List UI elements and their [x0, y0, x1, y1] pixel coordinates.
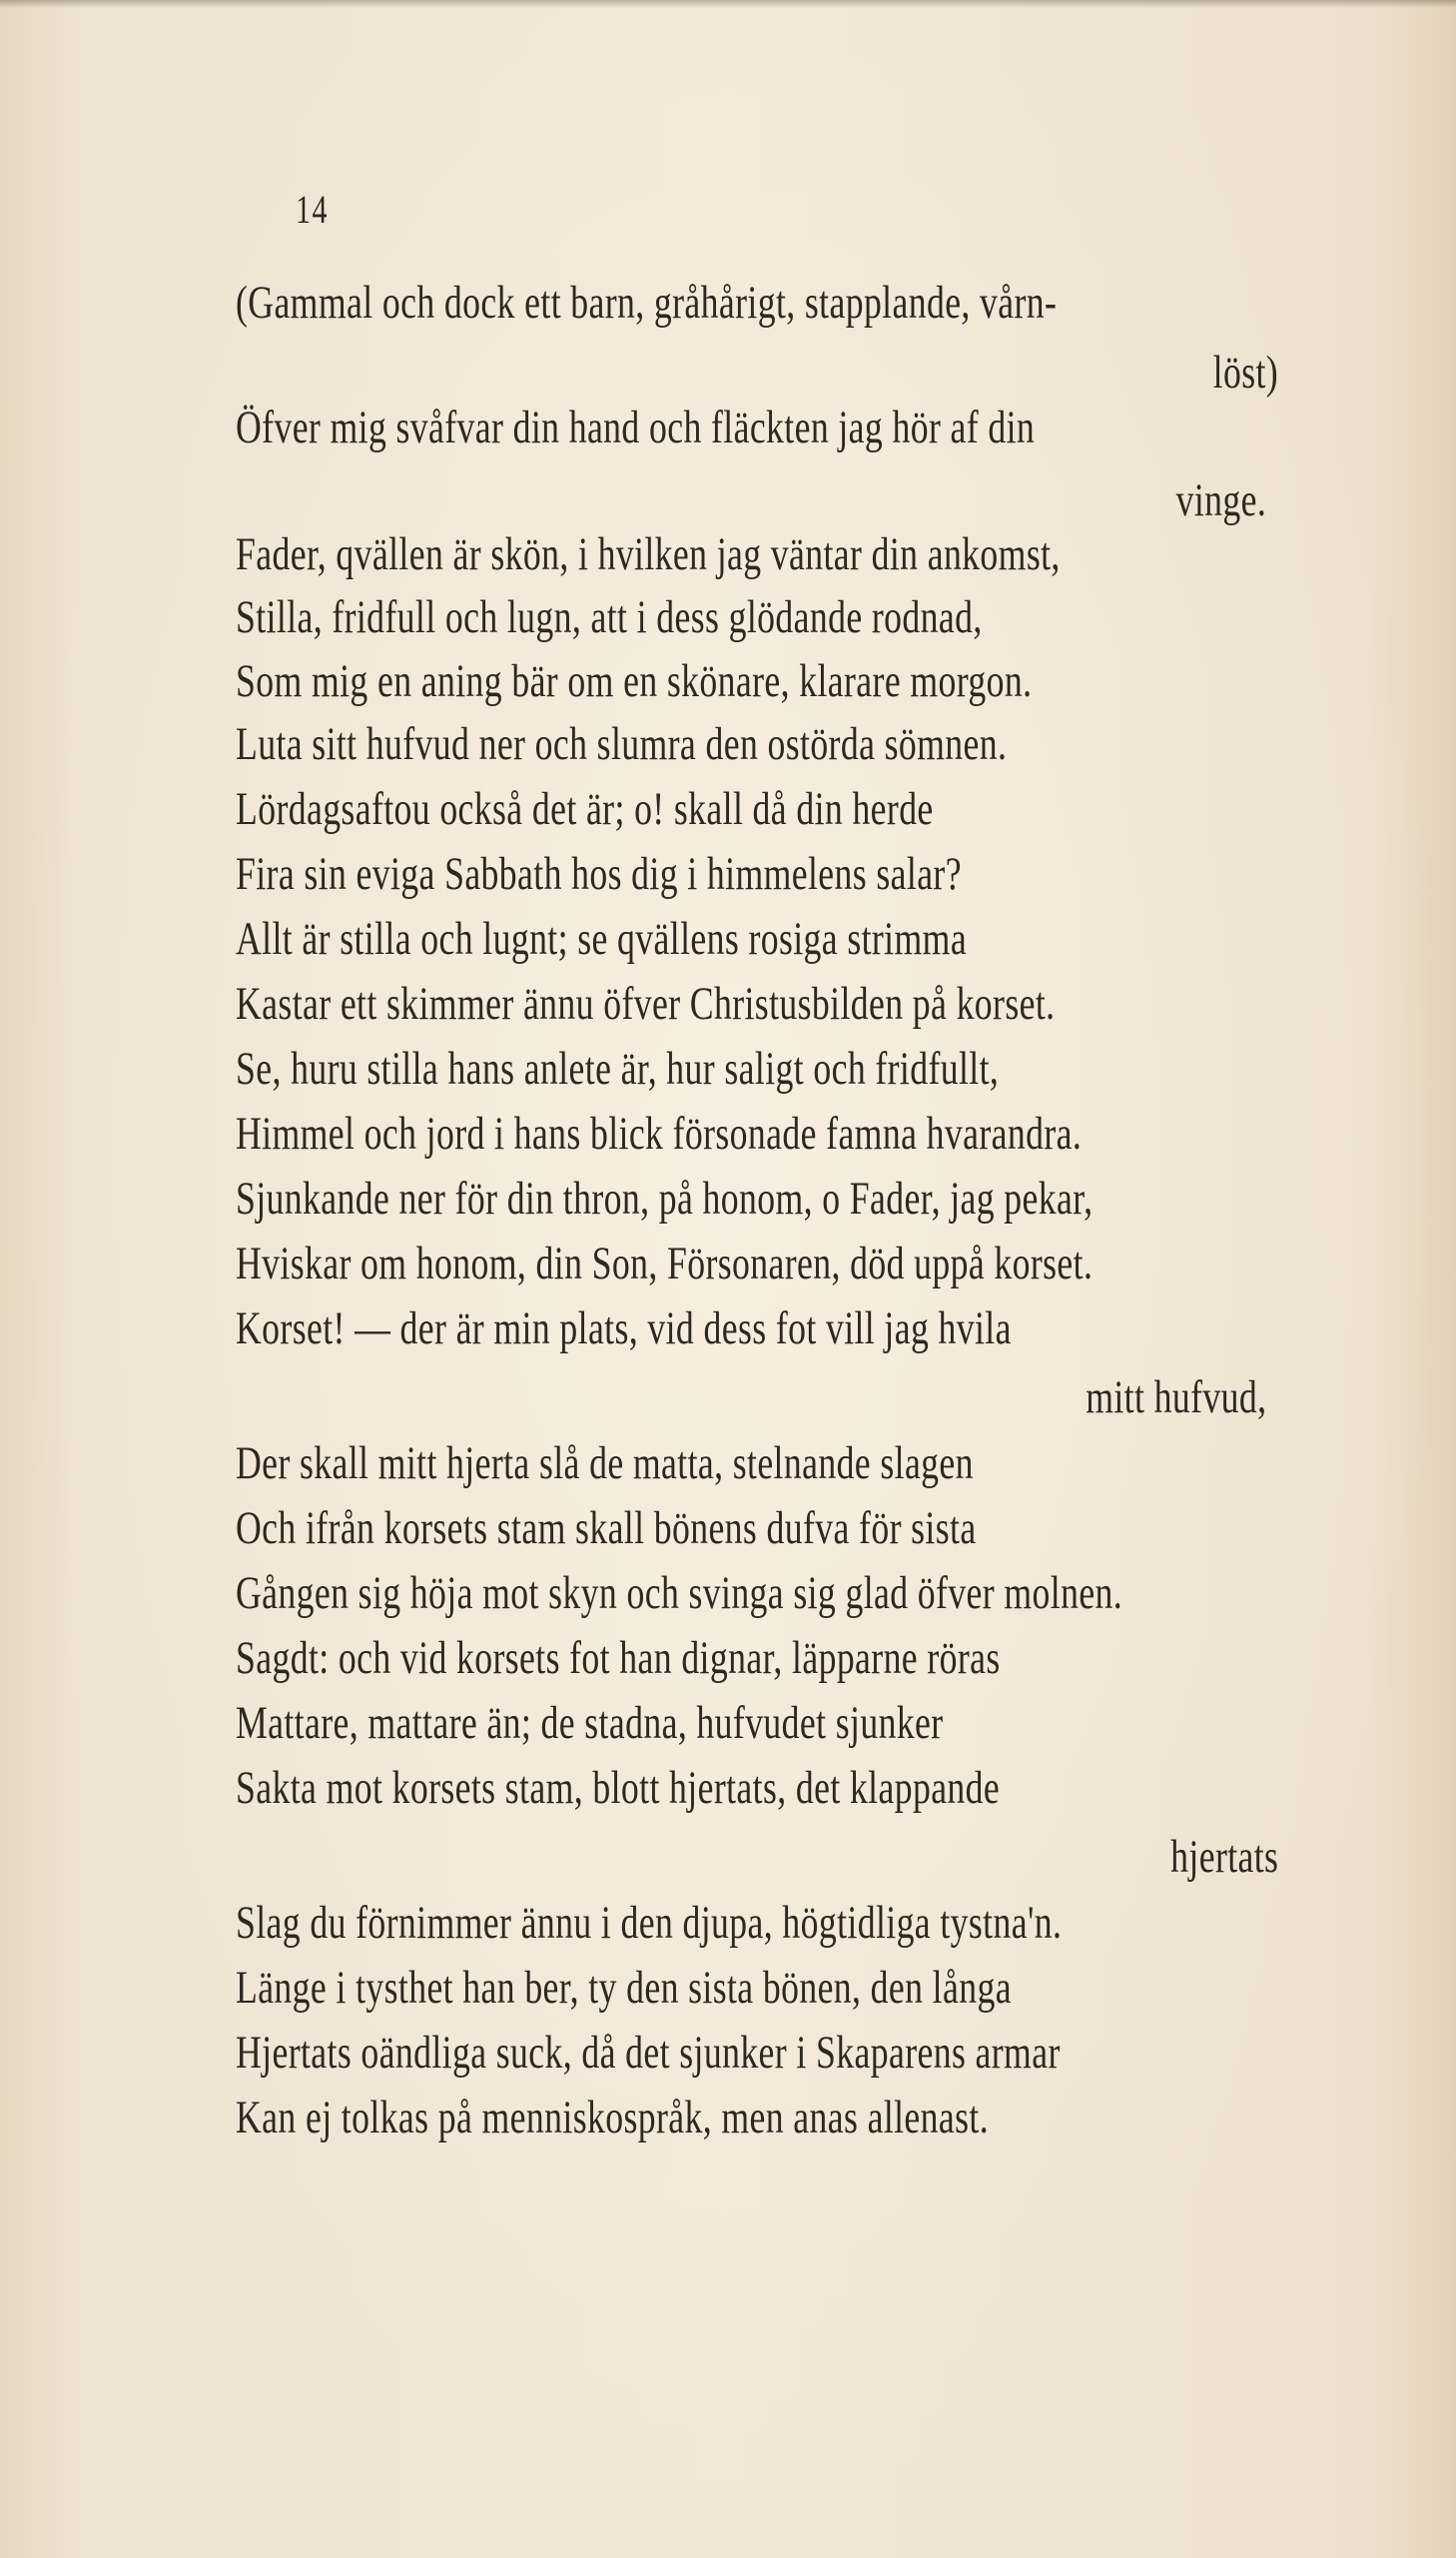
poem-line-13: Se, huru stilla hans anlete är, hur saligt och fridfullt,: [236, 1043, 1000, 1095]
poem-line-1: (Gammal och dock ett barn, gråhårigt, stapplande, vårn-: [236, 277, 1058, 329]
poem-line-23: Mattare, mattare än; de stadna, hufvudet sjunker: [236, 1697, 944, 1749]
poem-line-24: Sakta mot korsets stam, blott hjertats, det klappande: [236, 1762, 1001, 1814]
poem-line-20: Och ifrån korsets stam skall bönens dufva för sista: [236, 1502, 977, 1554]
poem-line-27: Länge i tysthet han ber, ty den sista bönen, den långa: [236, 1962, 1012, 2014]
poem-line-26: Slag du förnimmer ännu i den djupa, högtidliga tystna'n.: [236, 1897, 1063, 1949]
poem-line-11: Allt är stilla och lugnt; se qvällens rosiga strimma: [236, 913, 968, 965]
poem-line-29: Kan ej tolkas på menniskospråk, men anas allenast.: [236, 2092, 990, 2143]
page-number: 14: [296, 187, 329, 232]
poem-line-28: Hjertats oändliga suck, då det sjunker i Skaparens armar: [236, 2027, 1061, 2079]
poem-line-16: Hviskar om honom, din Son, Försonaren, död uppå korset.: [236, 1238, 1093, 1289]
poem-line-17: Korset! — der är min plats, vid dess fot vill jag hvila: [236, 1302, 1012, 1354]
poem-line-6: Stilla, fridfull och lugn, att i dess glödande rodnad,: [236, 591, 983, 643]
poem-line-19: Der skall mitt hjerta slå de matta, stelnande slagen: [236, 1437, 974, 1489]
poem-line-18: mitt hufvud,: [1085, 1371, 1266, 1423]
poem-line-14: Himmel och jord i hans blick försonade famna hvarandra.: [236, 1108, 1083, 1160]
poem-line-3: Öfver mig svåfvar din hand och fläckten jag hör af din: [236, 402, 1036, 453]
poem-line-22: Sagdt: och vid korsets fot han dignar, läpparne röras: [236, 1632, 1001, 1684]
poem-line-7: Som mig en aning bär om en skönare, klarare morgon.: [236, 655, 1033, 707]
poem-line-5: Fader, qvällen är skön, i hvilken jag väntar din ankomst,: [236, 528, 1061, 580]
poem-line-4: vinge.: [1175, 474, 1266, 526]
page-edge-shadow: [0, 0, 1456, 8]
poem-line-10: Fira sin eviga Sabbath hos dig i himmelens salar?: [236, 848, 962, 900]
poem-line-9: Lördagsaftou också det är; o! skall då din herde: [236, 783, 934, 835]
poem-line-25: hjertats: [1169, 1831, 1278, 1883]
poem-line-8: Luta sitt hufvud ner och slumra den ostörda sömnen.: [236, 718, 1008, 770]
poem-line-2: löst): [1212, 347, 1278, 399]
poem-line-15: Sjunkande ner för din thron, på honom, o Fader, jag pekar,: [236, 1173, 1093, 1225]
poem-line-12: Kastar ett skimmer ännu öfver Christusbilden på korset.: [236, 978, 1056, 1030]
poem-line-21: Gången sig höja mot skyn och svinga sig glad öfver molnen.: [236, 1567, 1123, 1619]
